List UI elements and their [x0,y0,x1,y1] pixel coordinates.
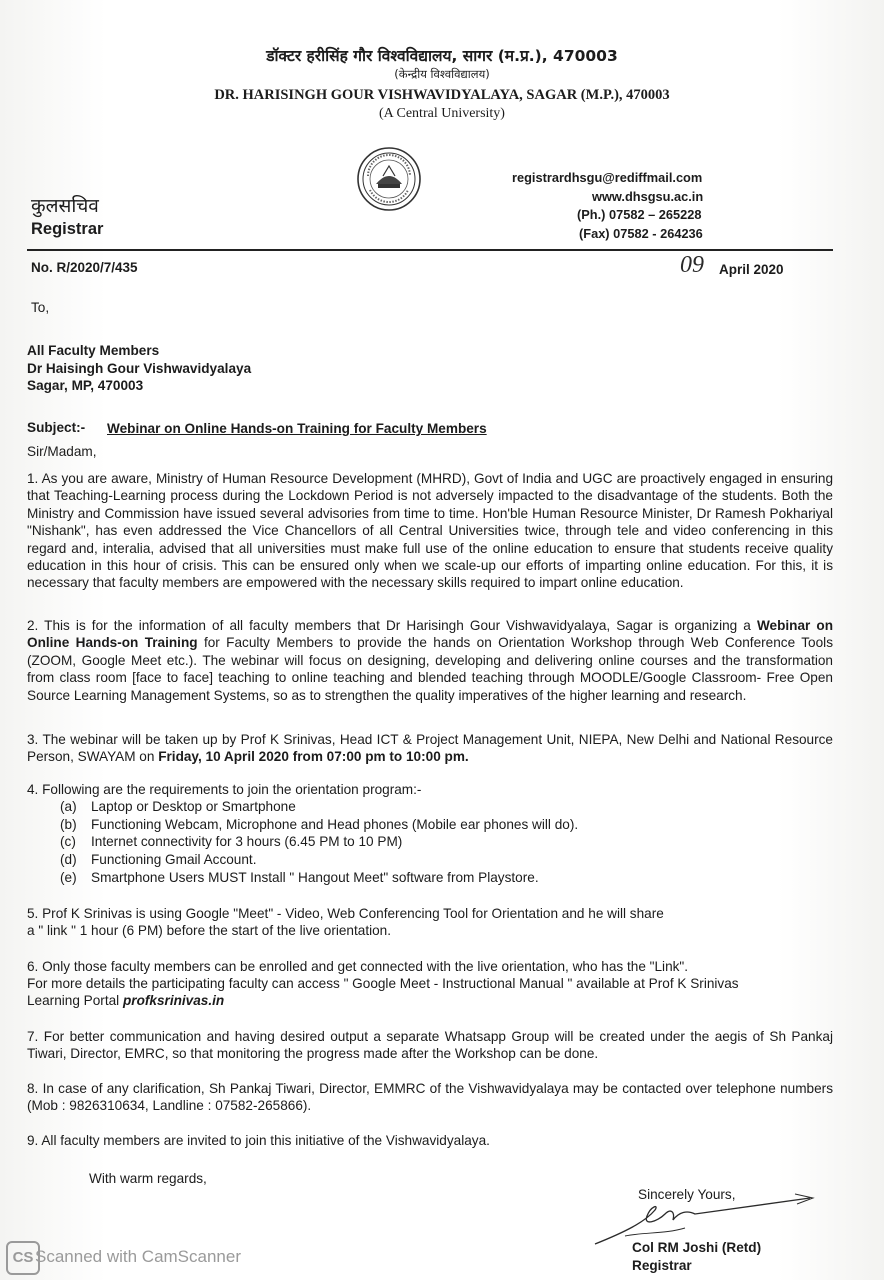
letter-date: April 2020 [719,262,784,277]
camscanner-text: Scanned with CamScanner [35,1247,242,1266]
paragraph-6-text: Learning Portal [27,993,123,1008]
paragraph-5-line-2: a " link " 1 hour (6 PM) before the start of the live orientation. [27,923,392,938]
paragraph-6-line-3 [27,992,224,1010]
university-name-english: DR. HARISINGH GOUR VISHWAVIDYALAYA, SAGAR (M.P.), 470003 [214,87,670,103]
requirement-mark-b: (b) [60,817,77,832]
contact-email: registrardhsgu@rediffmail.com [512,170,703,185]
paragraph-2-text-b: for Faculty Members to provide the hands on Orientation Workshop through Web Conference Tools (ZOOM, Google Meet etc.). The webinar will focus on designing, developing and delivering online courses and the transformation from class room [face to face] teaching to online teaching and blended teaching through MOODLE/Google Classroom- Free Open Source Learning Management Systems, so as to strengthen the quality imperatives of the higher learning and research. [27,635,833,703]
contact-fax: (Fax) 07582 - 264236 [579,226,703,241]
paragraph-3-text: 3. The webinar will be taken up by Prof K Srinivas, Head ICT & Project Management Unit, NIEPA, New Delhi and National Resource Person, SWAYAM on [27,732,833,765]
office-title-english: Registrar [31,220,104,238]
central-university-english: (A Central University) [379,106,505,121]
requirement-text-d: Functioning Gmail Account. [91,852,257,867]
requirement-mark-c: (c) [60,834,76,849]
camscanner-watermark [0,1238,280,1280]
paragraph-5-line-1: 5. Prof K Srinivas is using Google "Meet" - Video, Web Conferencing Tool for Orientation and he will share [27,906,664,921]
requirement-text-c: Internet connectivity for 3 hours (6.45 PM to 10 PM) [91,834,403,849]
addressee-line-1: All Faculty Members [27,343,160,358]
signatory-title: Registrar [632,1258,692,1273]
requirement-mark-d: (d) [60,852,77,867]
paragraph-3 [27,731,833,766]
reference-number: No. R/2020/7/435 [31,260,138,275]
handwritten-date-day: 09 [680,252,704,278]
requirement-text-b: Functioning Webcam, Microphone and Head phones (Mobile ear phones will do). [91,817,579,832]
paragraph-3-bold: Friday, 10 April 2020 from 07:00 pm to 10:00 pm. [158,749,469,765]
office-title-hindi: कुलसचिव [31,195,99,217]
paragraph-2-text-a: 2. This is for the information of all faculty members that Dr Harisingh Gour Vishwavidyalaya, Sagar is organizing a [27,618,757,633]
contact-phone: (Ph.) 07582 – 265228 [577,207,702,222]
paragraph-9: 9. All faculty members are invited to join this initiative of the Vishwavidyalaya. [27,1133,490,1148]
warm-regards: With warm regards, [89,1171,207,1186]
requirement-text-e: Smartphone Users MUST Install " Hangout Meet" software from Playstore. [91,870,539,885]
subject-text: Webinar on Online Hands-on Training for Faculty Members [107,421,487,436]
university-name-hindi: डॉक्टर हरीसिंह गौर विश्वविद्यालय, सागर (म.प्र.), 470003 [266,47,618,65]
paragraph-4-intro: 4. Following are the requirements to join the orientation program:- [27,782,422,797]
paragraph-6-line-1: 6. Only those faculty members can be enrolled and get connected with the live orientation, who has the "Link". [27,959,689,974]
addressee-line-2: Dr Haisingh Gour Vishwavidyalaya [27,361,252,376]
contact-website: www.dhsgsu.ac.in [592,189,704,204]
subject-label: Subject:- [27,420,86,435]
portal-link[interactable]: profksrinivas.in [122,993,225,1008]
paragraph-2 [27,617,833,704]
signatory-name: Col RM Joshi (Retd) [632,1240,762,1255]
closing-line: Sincerely Yours, [638,1187,736,1202]
paragraph-7: 7. For better communication and having desired output a separate Whatsapp Group will be created under the aegis of Sh Pankaj Tiwari, Director, EMRC, so that monitoring the progress made after the Workshop can be done. [27,1029,833,1062]
requirement-mark-e: (e) [60,870,77,885]
central-university-hindi: (केन्द्रीय विश्वविद्यालय) [394,67,490,81]
paragraph-8: 8. In case of any clarification, Sh Pankaj Tiwari, Director, EMMRC of the Vishwavidyalaya may be contacted over telephone numbers (Mob : 9826310634, Landline : 07582-265866). [27,1081,833,1114]
paragraph-2-bold: Webinar on Online Hands-on Training [27,618,833,651]
paragraph-1: 1. As you are aware, Ministry of Human Resource Development (MHRD), Govt of India and UGC are proactively engaged in ensuring that Teaching-Learning process during the Lockdown Period is not adversely impacted to the disadvantage of the students. Both the Ministry and Commission have issued several advisories from time to time. Hon'ble Human Resource Minister, Dr Ramesh Pokhariyal "Nishank", has even addressed the Vice Chancellors of all Central Universities twice, through tele and video conferencing in this regard and, interalia, advised that all universities must make full use of the online education to ensure that students receive quality education in this hour of crisis. This can be ensured only when we scale-up our efforts of imparting online education. For this, it is necessary that faculty members are empowered with the necessary skills required to impart online education. [27,471,833,591]
salutation: Sir/Madam, [27,444,97,459]
addressee-line-3: Sagar, MP, 470003 [27,378,144,393]
to-line: To, [31,300,50,315]
camscanner-badge: CS [6,1241,40,1275]
university-emblem [356,146,422,212]
requirement-text-a: Laptop or Desktop or Smartphone [91,799,296,814]
letterhead-divider [27,249,833,251]
paragraph-6-line-2: For more details the participating faculty can access " Google Meet - Instructional Manual " available at Prof K Srinivas [27,976,739,991]
requirement-mark-a: (a) [60,799,77,814]
